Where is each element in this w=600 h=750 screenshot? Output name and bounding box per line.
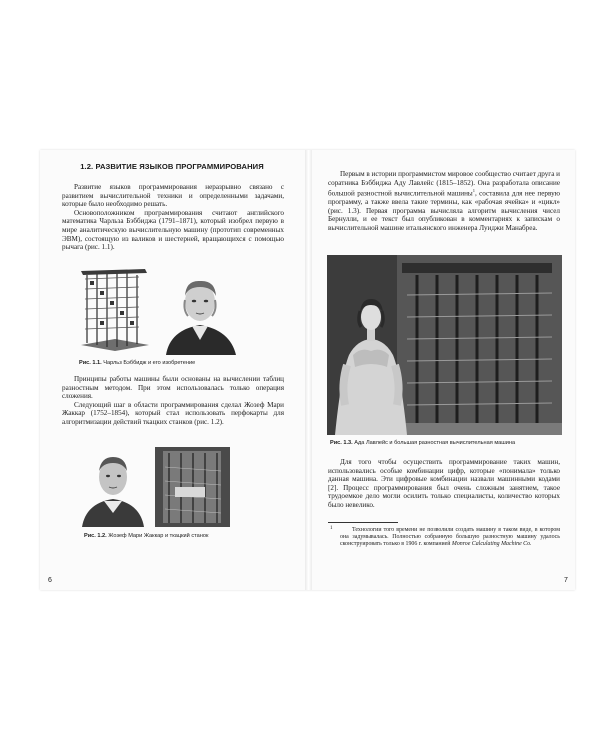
figure-1-2-caption: Рис. 1.2. Жозеф Мари Жаккар и ткацкий станок (84, 533, 209, 539)
loom-photo (155, 447, 230, 527)
book-gutter (305, 150, 312, 590)
babbage-portrait (160, 270, 240, 355)
page-number: 7 (564, 577, 568, 584)
paragraph: Первым в истории программистом мировое сообщество считает друга и соратника Бэббиджа Аду Лавлейс (1815–1852). Она разработала описание большой разностной вычислительной машины$^1$, составила для нее первую программу, а также ввела такие термины, как «рабочая ячейка» и «цикл» (рис. 1.3). Первая программа вычисляла алгоритм вычисления чисел Бернулли, и ее текст был опубликован в комментариях к запискам о вычислительной машине итальянского инженера Луиджи Манабреа. (328, 170, 560, 232)
paragraph: Развитие языков программирования неразрывно связано с развитием вычислительной техники и определенными задачами, которые было необходимо решать. (62, 183, 284, 209)
figure-1-3-caption: Рис. 1.3. Ада Лавлейс и большая разностная вычислительная машина (330, 440, 516, 446)
figure-1-1-caption: Рис. 1.1. Чарльз Бэббидж и его изобретение (79, 360, 196, 366)
paragraph: Принципы работы машины были основаны на вычислении таблиц разностным методом. При этом использовалась только операция сложения. (62, 375, 284, 401)
section-heading: 1.2. РАЗВИТИЕ ЯЗЫКОВ ПРОГРАММИРОВАНИЯ (80, 162, 264, 171)
page-number: 6 (48, 577, 52, 584)
ada-lovelace-and-difference-engine-photo (327, 255, 562, 435)
jacquard-portrait (78, 447, 148, 527)
paragraph: Для того чтобы осуществить программирование таких машин, использовались особые комбинации цифр, которые «понимала» только данная машина. Эти цифровые комбинации назвали машинными кодами [2]. Процесс программирования был очень сложным занятием, такое трудоемкое дело могли осилить только специалисты, количество которых было невелико. (328, 458, 560, 509)
book-spread (40, 150, 575, 590)
left-page (40, 150, 305, 590)
footnote-mark: 1 (330, 526, 333, 531)
footnote (330, 526, 560, 549)
right-text-block-1 (328, 170, 560, 233)
babbage-machine-illustration (75, 265, 155, 355)
right-text-block-2 (328, 458, 560, 510)
left-text-block-1 (62, 183, 284, 252)
paragraph: Следующий шаг в области программирования сделал Жозеф Мари Жаккар (1752–1854), который стал использовать перфокарты для алгоритмизации действий ткацких станков (рис. 1.2). (62, 400, 284, 426)
footnote-rule (328, 522, 398, 523)
footnote-text: Технологии того времени не позволили создать машину в таком виде, в котором она задумывалась. Полностью собранную большую разностную машину удалось сконструировать только в 1906 г. компанией Monroe Calculating Machine Co. (340, 527, 560, 548)
left-text-block-2 (62, 375, 284, 427)
right-page (312, 150, 575, 590)
paragraph: Основоположником программирования считают английского математика Чарльза Бэббиджа (1791–1871), который изобрел первую в мире аналитическую вычислительную машину (прототип современных ЭВМ), состоящую из валиков и шестерней, вращающихся с помощью рычага (рис. 1.1). (62, 208, 284, 252)
